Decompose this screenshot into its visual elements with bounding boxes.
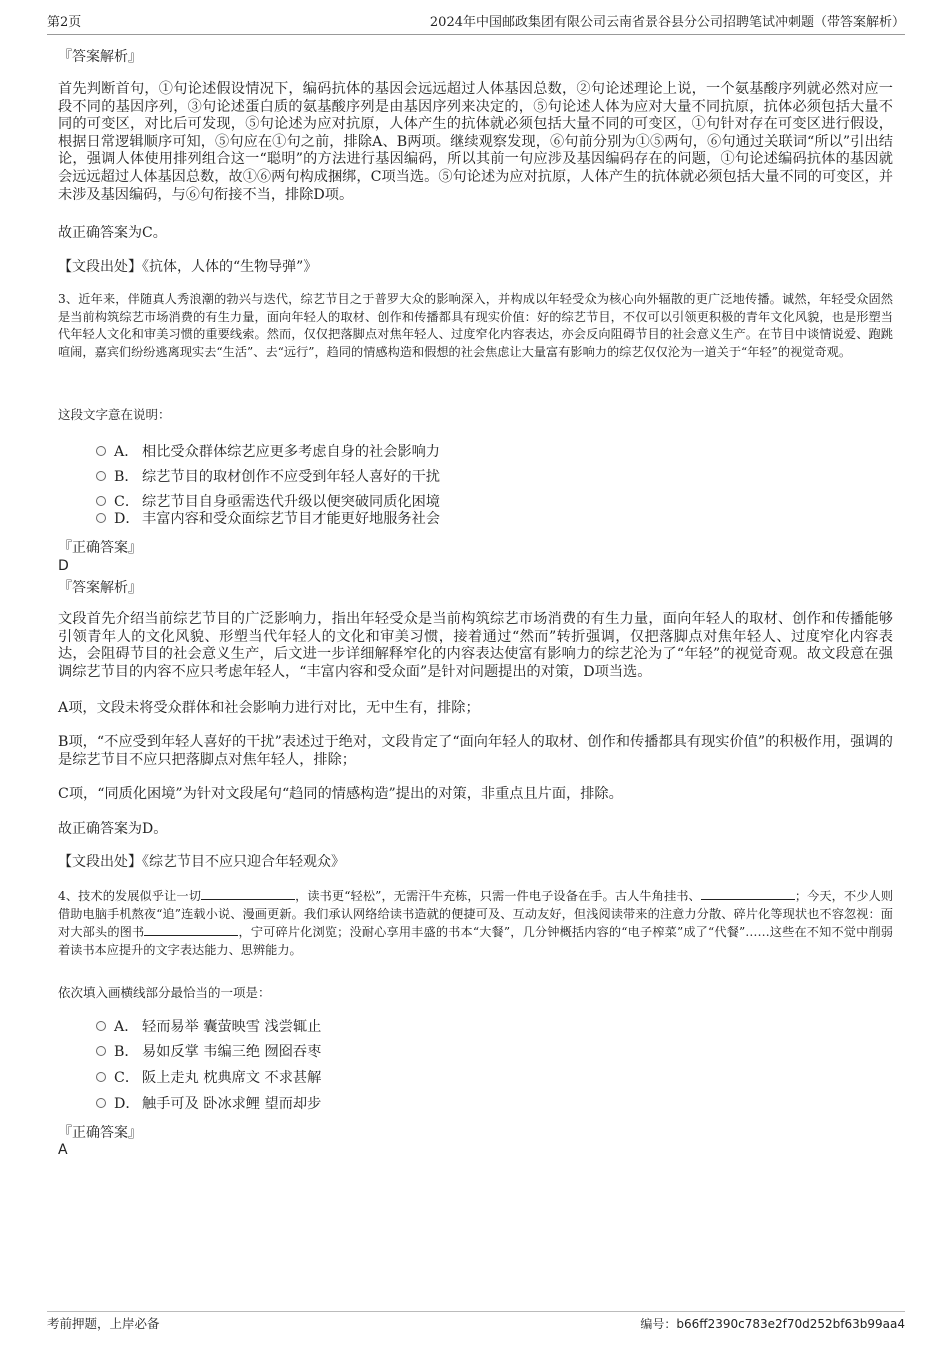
page-number: 第2页 [47, 15, 82, 30]
q2-conclusion: 故正确答案为C。 [58, 225, 167, 241]
q3-option-d[interactable]: D． 丰富内容和受众面综艺节目才能更好地服务社会 [96, 510, 440, 528]
q4-option-b[interactable]: B． 易如反掌 韦编三绝 囫囵吞枣 [96, 1043, 321, 1061]
blank-3 [144, 923, 238, 936]
radio-icon[interactable] [96, 1072, 106, 1082]
q2-source: 【文段出处】《抗体，人体的“生物导弹”》 [58, 259, 318, 275]
document-title: 2024年中国邮政集团有限公司云南省景谷县分公司招聘笔试冲刺题（带答案解析） [429, 15, 905, 30]
page-footer [47, 1311, 905, 1332]
q3-analysis: 文段首先介绍当前综艺节目的广泛影响力，指出年轻受众是当前构筑综艺市场消费的有生力量，面向年轻人的取材、创作和传播能够引领青年人的文化风貌、形塑当代年轻人的文化和审美习惯，接着通过“然而”转折强调，仅把落脚点对焦年轻人、过度窄化内容表达，会阻碍节目的社会意义生产，后文进一步详细解释窄化的内容表达使富有影响力的综艺沦为了“年轻”的视觉奇观。故文段意在强调综艺节目的内容不应只考虑年轻人，“丰富内容和受众面”是针对问题提出的对策，D项当选。 [58, 611, 893, 680]
q3-correct-answer: D [58, 558, 69, 574]
q3-analysis-label: 『答案解析』 [58, 580, 142, 596]
document-code: 编号：b66ff2390c783e2f70d252bf63b99aa4 [640, 1317, 905, 1331]
q3-note-a: A项，文段未将受众群体和社会影响力进行对比，无中生有，排除； [58, 700, 480, 716]
q4-correct-label: 『正确答案』 [58, 1125, 142, 1141]
q2-analysis-label: 『答案解析』 [58, 49, 142, 65]
q3-note-c: C项，“同质化困境”为针对文段尾句“趋同的情感构造”提出的对策，非重点且片面，排除。 [58, 786, 623, 802]
q4-option-a[interactable]: A． 轻而易举 囊萤映雪 浅尝辄止 [96, 1018, 321, 1036]
q2-analysis: 首先判断首句，①句论述假设情况下，编码抗体的基因会远远超过人体基因总数，②句论述理论上说，一个氨基酸序列就必然对应一段不同的基因序列，③句论述蛋白质的氨基酸序列是由基因序列来决定的，⑤句论述人体为应对大量不同抗原，抗体必须包括大量不同的可变区，对比后可发现，⑤句论述为应对抗原，人体产生的抗体就必须包括大量不同的可变区，①句针对存在可变区进行假设，根据日常逻辑顺序可知，⑤句应在①句之前，排除A、B两项。继续观察发现，⑥句前分别为①⑤两句，⑥句通过关联词“所以”引出结论，强调人体使用排列组合这一“聪明”的方法进行基因编码，所以其前一句应涉及基因编码存在的问题，①句论述编码抗体的基因就会远远超过人体基因总数，故①⑥两句构成捆绑，C项当选。⑤句论述为应对抗原，人体产生的抗体就必须包括大量不同的可变区，并未涉及基因编码，与⑥句衔接不当，排除D项。 [58, 81, 893, 203]
blank-1 [201, 887, 295, 900]
q3-source: 【文段出处】《综艺节目不应只迎合年轻观众》 [58, 854, 345, 870]
q4-stem: 4、技术的发展似乎让一切 ，读书更“轻松”，无需汗牛充栋，只需一件电子设备在手。古人牛角挂书、 ；今天，不少人则借助电脑手机熬夜“追”连载小说、漫画更新。我们承认网络给读书造就的便捷可及、互动友好，但浅阅读带来的注意力分散、碎片化等现状也不容忽视：面对大部头的图书 ，宁可碎片化浏览；没耐心享用丰盛的书本“大餐”，几分钟概括内容的“电子榨菜”成了“代餐”……这些在不知不觉中削弱着读书本应提升的文字表达能力、思辨能力。 [58, 889, 894, 957]
q3-stem: 3、近年来，伴随真人秀浪潮的勃兴与迭代，综艺节目之于普罗大众的影响深入，并构成以年轻受众为核心向外辐散的更广泛地传播。诚然，年轻受众固然是当前构筑综艺市场消费的有生力量，面向年轻人的取材、创作和传播都具有现实价值：好的综艺节目，不仅可以引领更积极的青年文化风貌，也是形塑当代年轻人文化和审美习惯的重要线索。然而，仅仅把落脚点对焦年轻人、过度窄化内容表达，亦会反向阻碍节目的社会意义生产。在节目中谈情说爱、跑跳喧闹，嘉宾们纷纷逃离现实去“生活”、去“远行”，趋同的情感构造和假想的社会焦虑让大量富有影响力的综艺仅仅沦为一道关于“年轻”的视觉奇观。 [58, 292, 893, 359]
radio-icon[interactable] [96, 1021, 106, 1031]
q3-option-c[interactable]: C． 综艺节目自身亟需迭代升级以便突破同质化困境 [96, 493, 440, 511]
radio-icon[interactable] [96, 1098, 106, 1108]
q4-option-d[interactable]: D． 触手可及 卧冰求鲤 望而却步 [96, 1095, 321, 1113]
footer-slogan: 考前押题，上岸必备 [47, 1316, 160, 1331]
radio-icon[interactable] [96, 513, 106, 523]
q3-correct-label: 『正确答案』 [58, 540, 142, 556]
radio-icon[interactable] [96, 446, 106, 456]
radio-icon[interactable] [96, 1046, 106, 1056]
q3-option-a[interactable]: A． 相比受众群体综艺应更多考虑自身的社会影响力 [96, 443, 440, 461]
radio-icon[interactable] [96, 496, 106, 506]
q4-prompt: 依次填入画横线部分最恰当的一项是： [58, 985, 271, 1000]
q4-correct-answer: A [58, 1142, 68, 1158]
q3-option-b[interactable]: B． 综艺节目的取材创作不应受到年轻人喜好的干扰 [96, 468, 440, 486]
q3-note-b: B项，“不应受到年轻人喜好的干扰”表述过于绝对，文段肯定了“面向年轻人的取材、创作和传播都具有现实价值”的积极作用，强调的是综艺节目不应只把落脚点对焦年轻人，排除； [58, 734, 893, 768]
radio-icon[interactable] [96, 471, 106, 481]
q3-conclusion: 故正确答案为D。 [58, 821, 168, 837]
blank-2 [701, 887, 795, 900]
page-header [47, 12, 905, 35]
q4-option-c[interactable]: C． 阪上走丸 枕典席文 不求甚解 [96, 1069, 321, 1087]
q3-prompt: 这段文字意在说明： [58, 407, 171, 422]
